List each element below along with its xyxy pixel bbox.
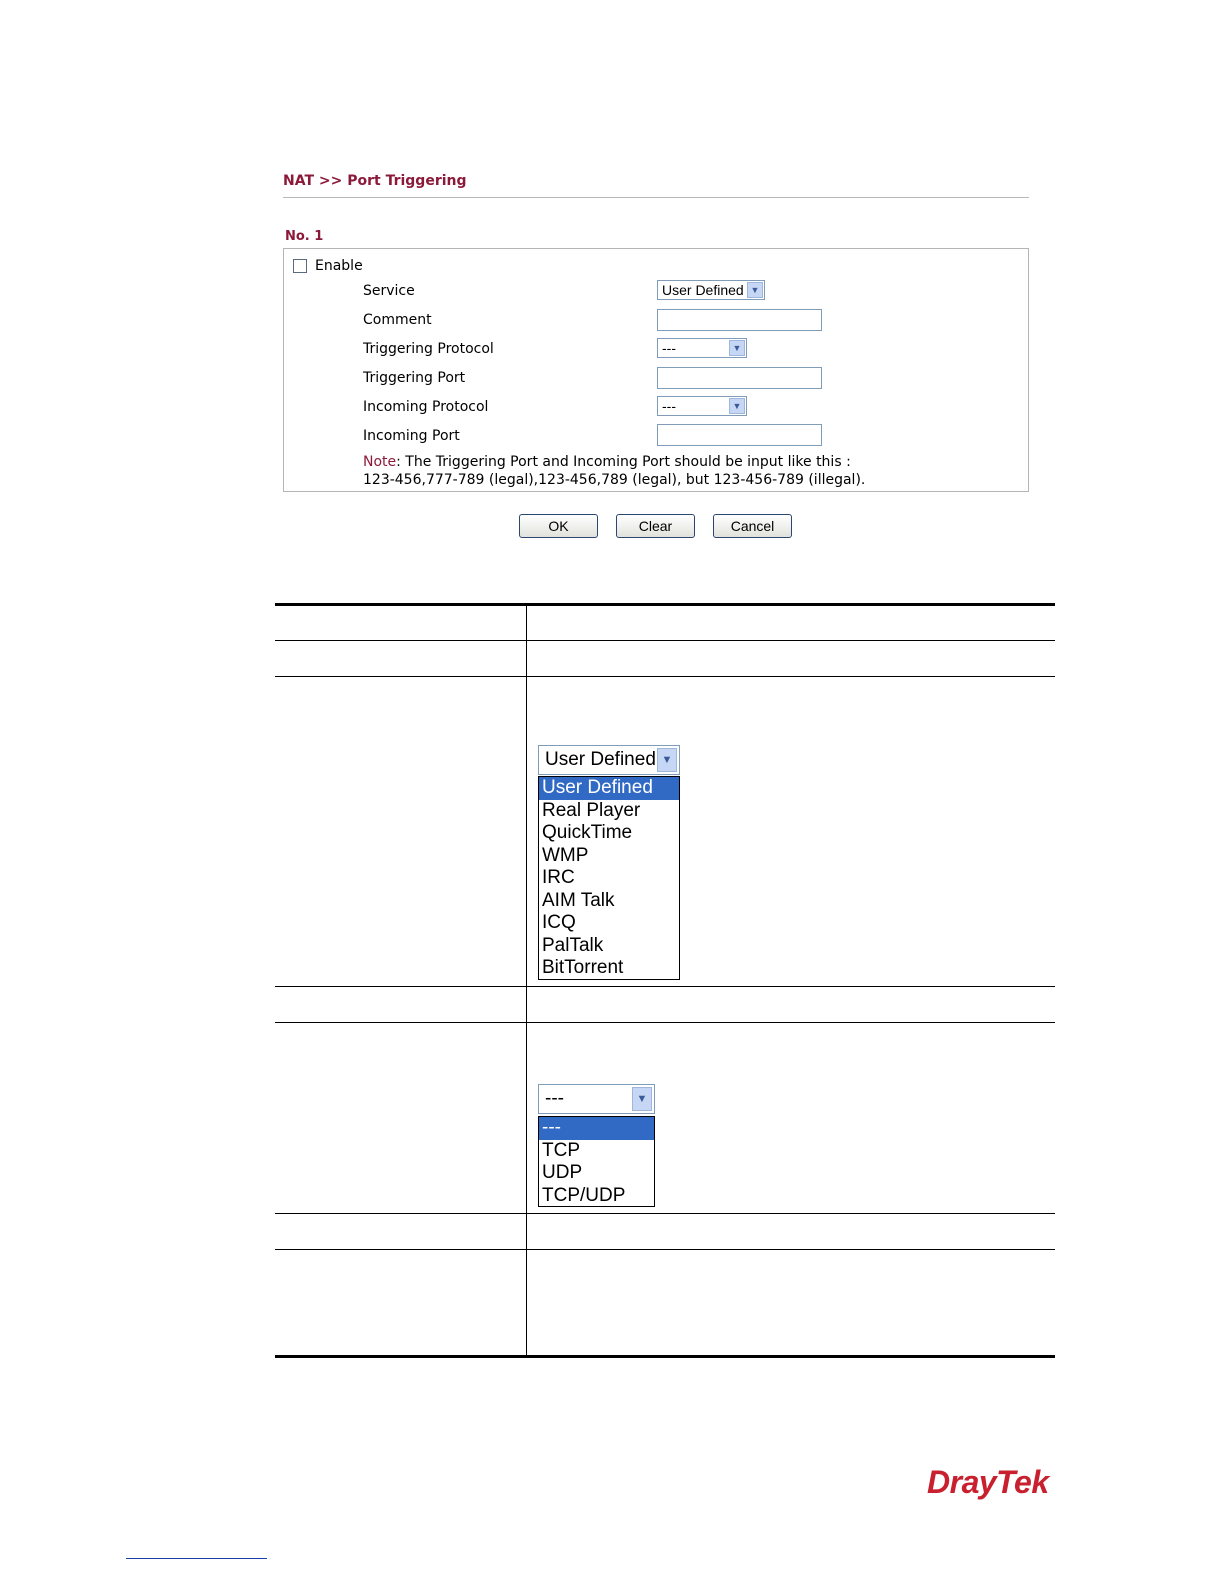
entry-number-label: No. 1 — [285, 229, 324, 244]
incoming-port-input[interactable] — [657, 424, 822, 446]
cancel-button[interactable]: Cancel — [713, 514, 792, 538]
chevron-down-icon[interactable]: ▼ — [657, 748, 677, 772]
table-row-divider — [275, 1022, 1055, 1023]
list-item[interactable]: User Defined — [539, 777, 679, 800]
triggering-protocol-value: --- — [662, 340, 676, 356]
table-row-divider — [275, 676, 1055, 677]
list-item[interactable]: PalTalk — [542, 934, 604, 956]
incoming-port-label: Incoming Port — [363, 428, 460, 444]
list-item[interactable]: Real Player — [542, 799, 641, 821]
table-row-divider — [275, 1213, 1055, 1214]
incoming-protocol-select[interactable] — [657, 396, 747, 416]
chevron-down-icon[interactable]: ▼ — [729, 398, 745, 414]
list-item[interactable]: --- — [539, 1117, 654, 1140]
list-item[interactable]: IRC — [542, 867, 575, 888]
comment-input[interactable] — [657, 309, 822, 331]
comment-label: Comment — [363, 312, 432, 328]
table-column-divider — [526, 606, 527, 1356]
list-item[interactable]: QuickTime — [542, 822, 633, 843]
service-label: Service — [363, 283, 415, 299]
note-label: Note — [363, 454, 397, 470]
incoming-protocol-label: Incoming Protocol — [363, 399, 489, 415]
triggering-protocol-label: Triggering Protocol — [363, 341, 494, 357]
protocol-dropdown[interactable] — [538, 1084, 655, 1114]
incoming-protocol-value: --- — [662, 398, 676, 414]
list-item[interactable]: WMP — [542, 844, 589, 866]
table-row-divider — [275, 986, 1055, 987]
chevron-down-icon[interactable]: ▼ — [632, 1087, 652, 1111]
service-select-value: User Defined — [662, 282, 744, 298]
list-item[interactable]: TCP — [542, 1139, 580, 1161]
table-top-border — [275, 603, 1055, 606]
triggering-port-input[interactable] — [657, 367, 822, 389]
breadcrumb: NAT >> Port Triggering — [283, 173, 467, 189]
table-bottom-border — [275, 1355, 1055, 1358]
draytek-logo: DrayTek — [927, 1464, 1049, 1500]
service-dropdown[interactable] — [538, 745, 680, 775]
note-line-2: 123-456,777-789 (legal),123-456,789 (legal), but 123-456-789 (illegal). — [363, 472, 866, 488]
list-item[interactable]: BitTorrent — [542, 957, 624, 978]
ok-button[interactable]: OK — [519, 514, 598, 538]
breadcrumb-divider — [283, 197, 1029, 198]
chevron-down-icon[interactable]: ▼ — [729, 340, 745, 356]
note-text — [363, 453, 865, 489]
service-dropdown-value: User Defined — [545, 749, 656, 770]
note-line-1: : The Triggering Port and Incoming Port should be input like this : — [396, 454, 851, 470]
protocol-dropdown-value: --- — [545, 1088, 564, 1109]
enable-row[interactable] — [293, 258, 363, 274]
list-item[interactable]: UDP — [542, 1162, 583, 1183]
list-item[interactable]: TCP/UDP — [542, 1184, 626, 1206]
table-row-divider — [275, 640, 1055, 641]
chevron-down-icon[interactable]: ▼ — [747, 282, 763, 298]
service-select[interactable] — [657, 280, 765, 300]
list-item[interactable]: AIM Talk — [542, 889, 615, 911]
enable-label: Enable — [315, 258, 363, 274]
triggering-port-label: Triggering Port — [363, 370, 466, 386]
footer-link-underline — [126, 1558, 267, 1559]
triggering-protocol-select[interactable] — [657, 338, 747, 358]
protocol-option-list — [538, 1116, 655, 1207]
table-row-divider — [275, 1249, 1055, 1250]
enable-checkbox[interactable] — [293, 259, 307, 273]
list-item[interactable]: ICQ — [542, 912, 576, 933]
service-option-list — [538, 776, 680, 980]
clear-button[interactable]: Clear — [616, 514, 695, 538]
